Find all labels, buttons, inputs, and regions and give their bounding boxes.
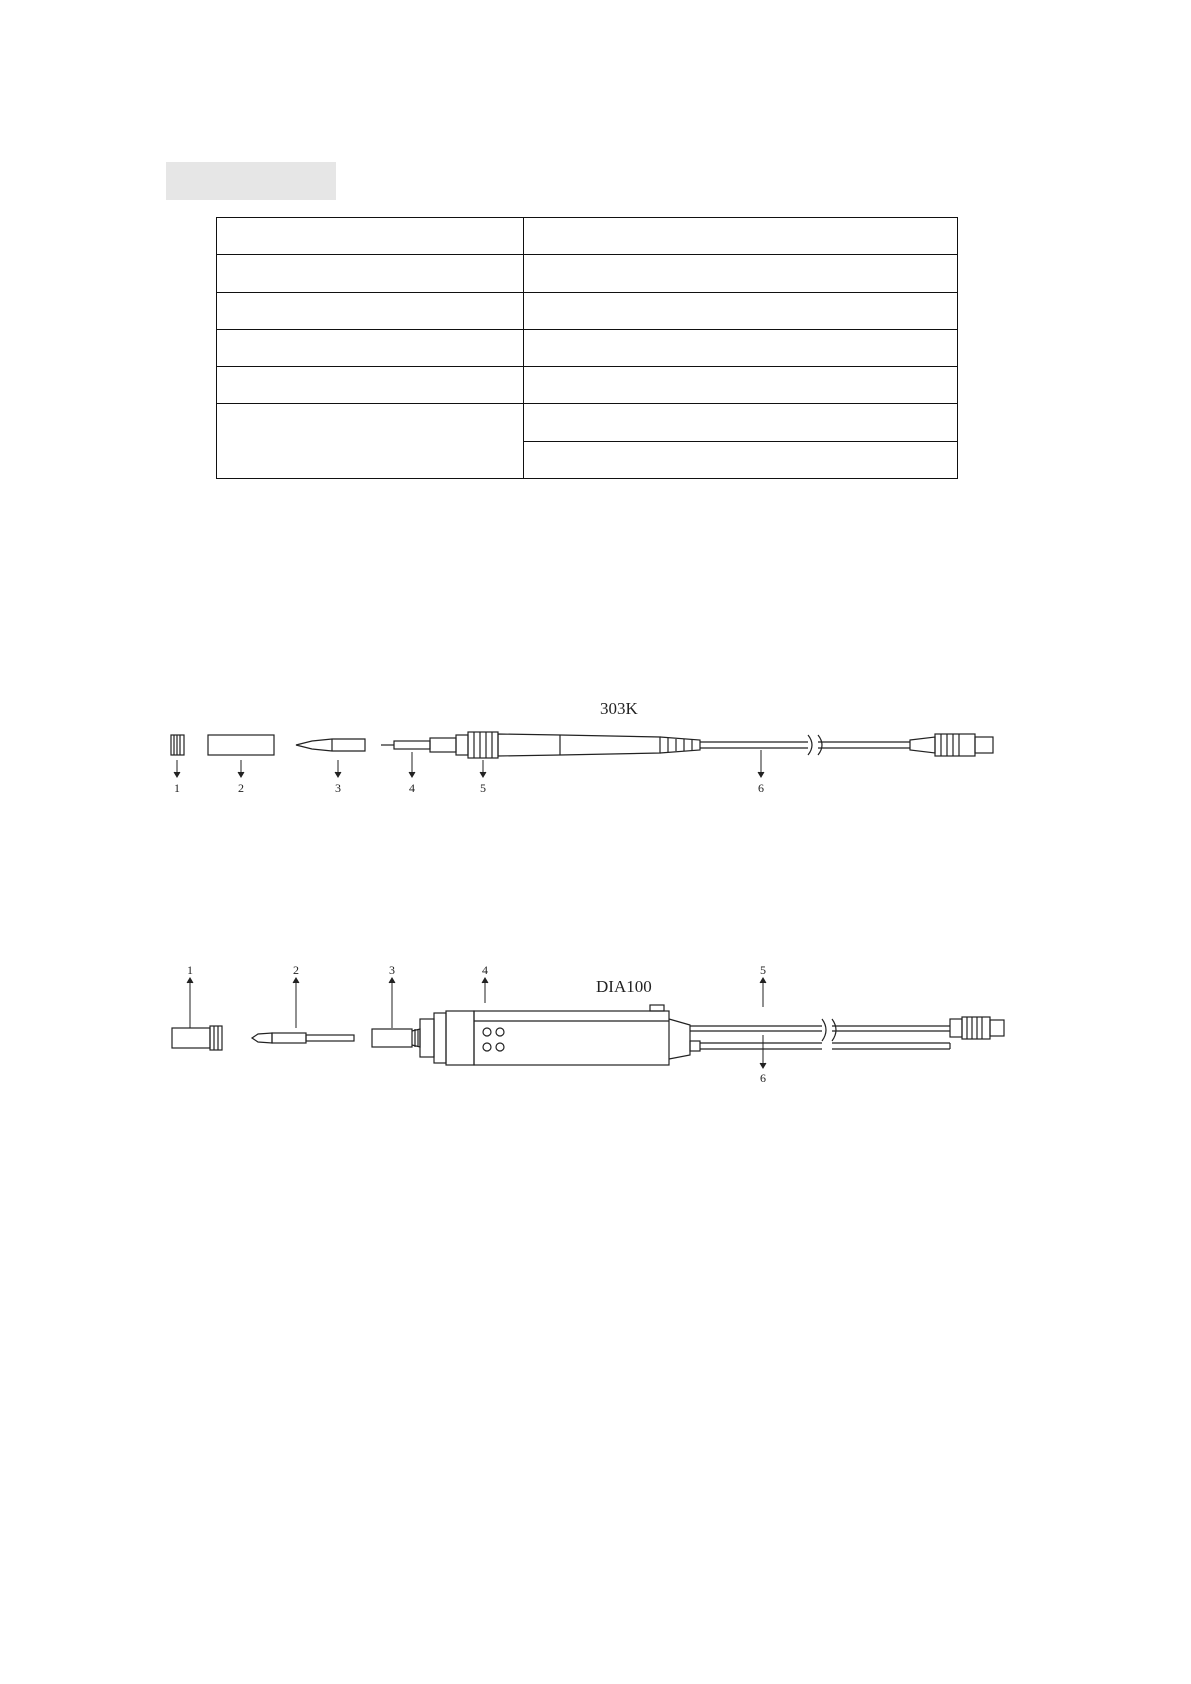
part-6-vacuum-hose: [690, 1041, 950, 1051]
table-row: [217, 292, 958, 329]
part-3-heater: [372, 1029, 420, 1047]
diagram-dia100-drawing: [0, 955, 1191, 1095]
section-title-box: [166, 162, 336, 200]
table-row: [217, 367, 958, 404]
callout-5: 5: [760, 963, 766, 977]
spec-label: [217, 329, 524, 366]
callout-6: 6: [760, 1071, 766, 1085]
spec-label: [217, 404, 524, 479]
part-3-tip: [296, 739, 365, 751]
spec-label: [217, 218, 524, 255]
spec-label: [217, 255, 524, 292]
spec-table: [216, 217, 958, 479]
callout-3: 3: [335, 781, 341, 795]
part-1-nozzle-nut: [172, 1026, 222, 1050]
table-row: [217, 404, 958, 441]
callout-2: 2: [238, 781, 244, 795]
spec-value: [524, 255, 958, 292]
spec-value: [524, 441, 958, 478]
part-6-cable: [700, 734, 993, 756]
diagram-dia100: [0, 955, 1191, 1095]
spec-label: [217, 367, 524, 404]
callout-5: 5: [480, 781, 486, 795]
part-1-nut: [171, 735, 184, 755]
part-5-cable: [690, 1017, 1004, 1041]
spec-value: [524, 218, 958, 255]
callout-3: 3: [389, 963, 395, 977]
part-2-nozzle: [252, 1033, 354, 1043]
model-label-303k: 303K: [600, 699, 638, 718]
spec-value: [524, 329, 958, 366]
spec-value: [524, 404, 958, 441]
part-2-sleeve: [208, 735, 274, 755]
spec-value: [524, 292, 958, 329]
part-4-handle: [420, 1005, 690, 1065]
diagram-303k-drawing: [0, 690, 1191, 800]
table-row: [217, 218, 958, 255]
callout-1: 1: [187, 963, 193, 977]
callout-1: 1: [174, 781, 180, 795]
part-5-collar: [456, 732, 700, 758]
model-label-dia100: DIA100: [596, 977, 652, 996]
diagram-303k: [0, 690, 1191, 800]
table-row: [217, 255, 958, 292]
spec-label: [217, 292, 524, 329]
callout-4: 4: [482, 963, 488, 977]
callout-4: 4: [409, 781, 415, 795]
table-row: [217, 329, 958, 366]
callout-2: 2: [293, 963, 299, 977]
spec-value: [524, 367, 958, 404]
callout-6: 6: [758, 781, 764, 795]
part-4-heater: [381, 738, 456, 752]
